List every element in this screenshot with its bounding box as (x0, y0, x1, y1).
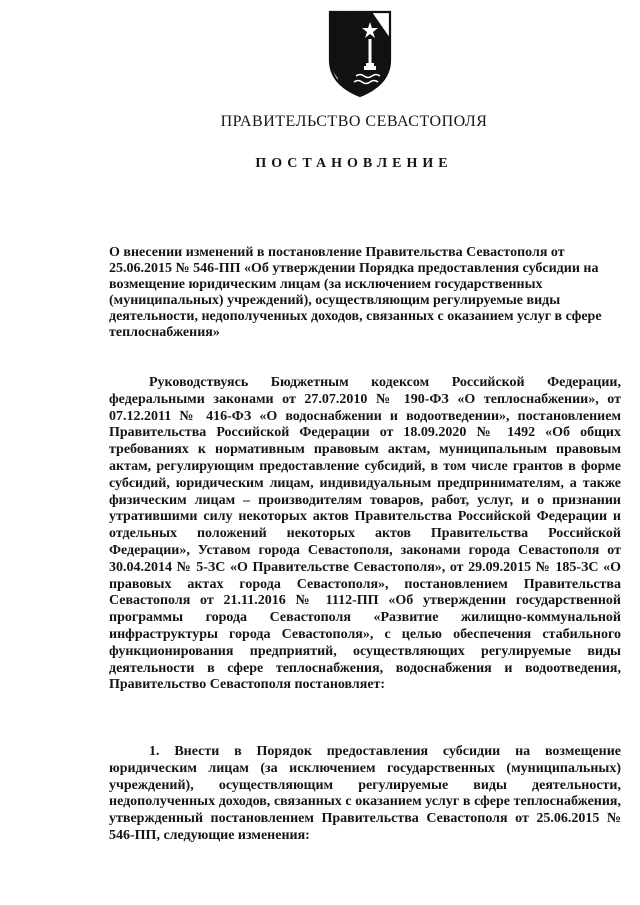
clause-1-paragraph: 1. Внести в Порядок предоставления субсидии на возмещение юридическим лицам (за исключением государственных (муниципальных) учреждений), осуществляющим регулируемые виды деятельности, недополученных доходов, связанных с оказанием услуг в сфере теплоснабжения, утвержденный постановлением Правительства Севастополя от 25.06.2015 № 546-ПП, следующие изменения: (109, 744, 621, 843)
government-name (66, 113, 640, 131)
document-type-title: ПОСТАНОВЛЕНИЕ (255, 156, 453, 171)
preamble-text: Руководствуясь Бюджетным кодексом Российской Федерации, федеральными законами от 27.07.2010 № 190-ФЗ «О теплоснабжении», от 07.12.2011 № 416-ФЗ «О водоснабжении и водоотведении», постановлением Правительства Российской Федерации от 18.09.2020 № 1492 «Об общих требованиях к нормативным правовым актам, муниципальным правовым актам, регулирующим предоставление субсидий, в том числе грантов в форме субсидий, юридическим лицам, индивидуальным предпринимателям, а также физическим лицам – производителям товаров, работ, услуг, и о признании утратившими силу некоторых актов Правительства Российской Федерации и отдельных положений некоторых актов Правительства Российской Федерации», Уставом города Севастополя, законами города Севастополя от 30.04.2014 № 5-ЗС «О Правительстве Севастополя», от 29.09.2015 № 185-ЗС «О правовых актах города Севастополя», постановлением Правительства Севастополя от 21.11.2016 № 1112-ПП «Об утверждении государственной программы города Севастополя «Развитие жилищно-коммунальной инфраструктуры города Севастополя», с целью обеспечения стабильного функционирования предприятий, осуществляющих регулируемые виды деятельности в сфере теплоснабжения, водоснабжения и водоотведения, Правительство Севастополя (109, 375, 621, 693)
government-name-text: ПРАВИТЕЛЬСТВО СЕВАСТОПОЛЯ (220, 113, 488, 130)
preamble-paragraph (109, 375, 621, 694)
resolution-subject: О внесении изменений в постановление Правительства Севастополя от 25.06.2015 № 546-ПП «Об утверждении Порядка предоставления субсидии на возмещение юридическим лицам (за исключением государственных (муниципальных) учреждений), осуществляющим регулируемые виды деятельности, недополученных доходов, связанных с оказанием услуг в сфере теплоснабжения» (109, 245, 602, 340)
resolves-keyword: постановляет: (294, 677, 386, 693)
sevastopol-coat-of-arms (326, 8, 394, 98)
